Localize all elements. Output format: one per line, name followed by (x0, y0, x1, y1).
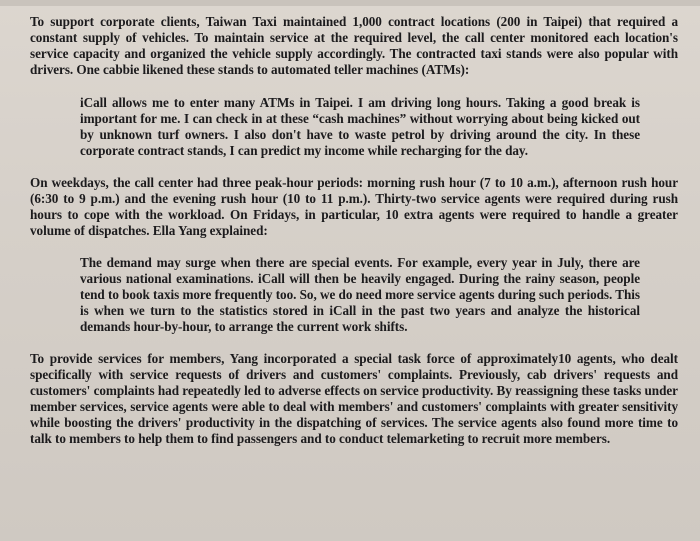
quote-cabbie: iCall allows me to enter many ATMs in Taipei. I am driving long hours. Taking a good break is important for me. I can check in at these “cash machines” without worrying about being kicked out by unknown turf owners. I also don't have to waste petrol by driving around the city. In these corporate contract stands, I can predict my income while recharging for the day. (80, 95, 640, 158)
quote-ella-yang: The demand may surge when there are special events. For example, every year in July, there are various national examinations. iCall will then be heavily engaged. During the rainy season, people tend to book taxis more frequently too. So, we do need more service agents during such periods. This is when we turn to the statistics stored in iCall in the past two years and analyze the historical demands hour-by-hour, to arrange the current work shifts. (80, 255, 640, 334)
paragraph-member-services: To provide services for members, Yang incorporated a special task force of approximately10 agents, who dealt specifically with service requests of drivers and customers' complaints. Previously, cab drivers' requests and customers' complaints had repeatedly led to adverse effects on service productivity. By reassigning these tasks under member services, service agents were able to deal with members' and customers' complaints with greater sensitivity while boosting the drivers' productivity in the dispatching of services. The service agents also found more time to talk to members to help them to find passengers and to conduct telemarketing to recruit more members. (30, 351, 678, 446)
paragraph-corporate-clients: To support corporate clients, Taiwan Taxi maintained 1,000 contract locations (200 in Taipei) that required a constant supply of vehicles. To maintain service at the required level, the call center monitored each location's service capacity and organized the vehicle supply accordingly. The contracted taxi stands were also popular with drivers. One cabbie likened these stands to automated teller machines (ATMs): (30, 14, 678, 77)
paragraph-peak-hours: On weekdays, the call center had three peak-hour periods: morning rush hour (7 to 10 a.m.), afternoon rush hour (6:30 to 9 p.m.) and the evening rush hour (10 to 11 p.m.). Thirty-two service agents were required during rush hours to cope with the workload. On Fridays, in particular, 10 extra agents were required to handle a greater volume of dispatches. Ella Yang explained: (30, 175, 678, 238)
